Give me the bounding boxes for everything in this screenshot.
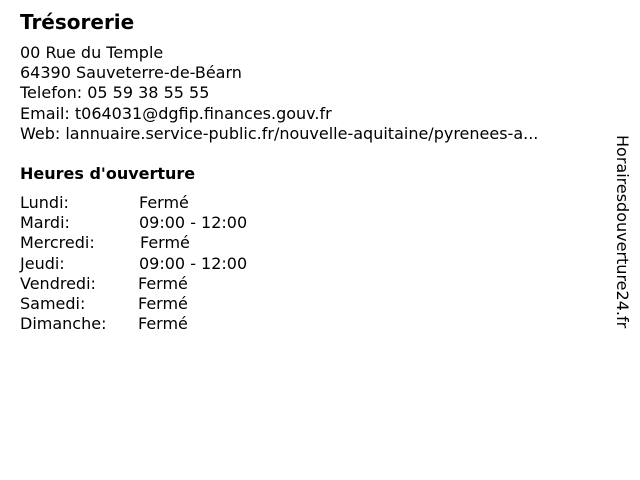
email-line: Email: t064031@dgfip.finances.gouv.fr — [20, 103, 332, 123]
day-label: Lundi: — [20, 193, 69, 212]
day-hours: Fermé — [139, 193, 189, 212]
page-title: Trésorerie — [20, 10, 135, 34]
city-line: 64390 Sauveterre-de-Béarn — [20, 63, 242, 83]
day-hours: Fermé — [140, 233, 190, 253]
street-address: 00 Rue du Temple — [20, 43, 164, 62]
day-label: Samedi: — [20, 293, 86, 313]
web-line: Web: lannuaire.service-public.fr/nouvelle-aquitaine/pyrenees-a... — [20, 123, 539, 143]
opening-hours-heading: Heures d'ouverture — [20, 164, 196, 183]
day-hours: 09:00 - 12:00 — [139, 213, 248, 233]
day-label: Vendredi: — [20, 273, 96, 293]
day-label: Dimanche: — [20, 314, 107, 334]
day-hours: Fermé — [138, 293, 188, 313]
day-hours: Fermé — [138, 273, 188, 293]
day-label: Jeudi: — [20, 253, 65, 273]
phone-line: Telefon: 05 59 38 55 55 — [20, 83, 210, 103]
day-hours: 09:00 - 12:00 — [139, 253, 248, 273]
day-hours: Fermé — [138, 314, 188, 334]
day-label: Mardi: — [20, 213, 70, 233]
address-block — [20, 43, 538, 144]
site-watermark: Horairesdouverture24.fr — [613, 135, 632, 329]
day-label: Mercredi: — [20, 233, 95, 253]
